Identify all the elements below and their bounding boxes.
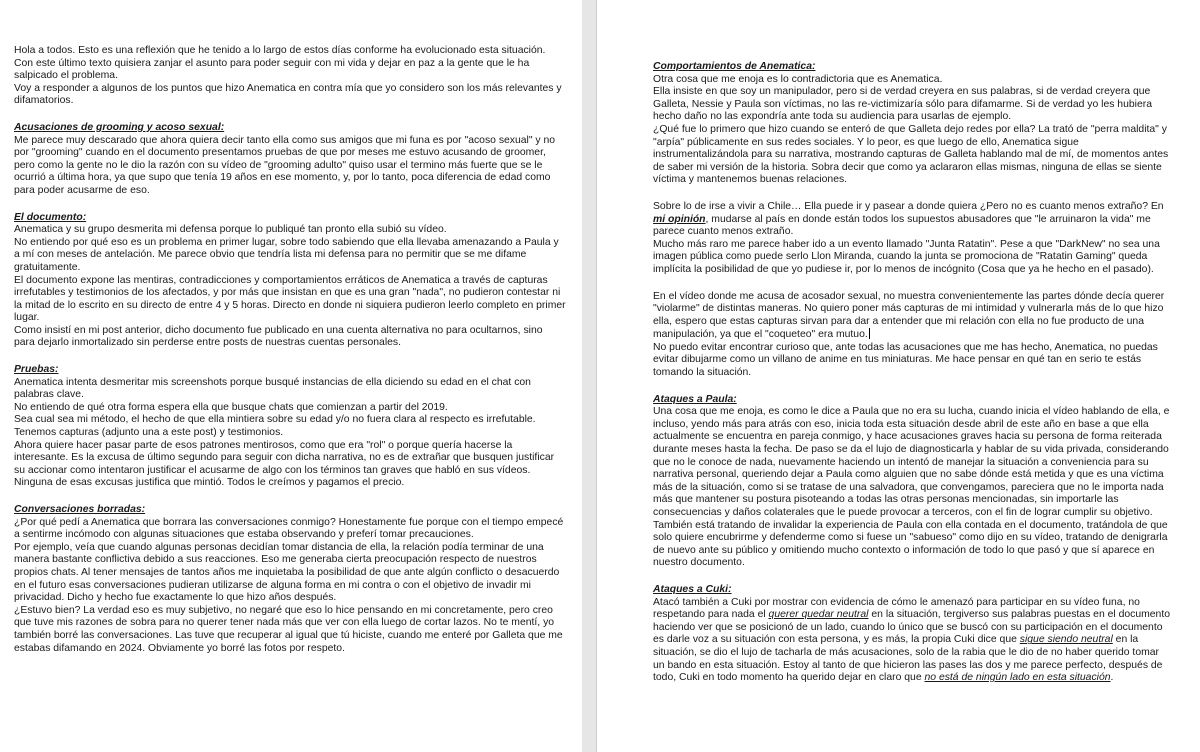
section-heading: Ataques a Cuki: bbox=[653, 583, 732, 595]
text-run: , mudarse al país en donde están todos los supuestos abusadores que "le arruinaron la vida" me parece cuanto menos extraño. bbox=[653, 213, 1151, 238]
section-heading: Pruebas: bbox=[14, 364, 59, 376]
section-comportamientos bbox=[653, 61, 1172, 187]
body-paragraph: Ella insiste en que soy un manipulador, pero si de verdad creyera en sus palabras, si de verdad creyera que Galleta, Nessie y Paula son víctimas, no las re-victimizaría sólo para difamarme. Si de verdad yo les hubiera hecho daño no las expondría ante toda su audiencia para usarlas de ejemplo. bbox=[653, 86, 1152, 123]
text-run: Sobre lo de irse a vivir a Chile… Ella puede ir y pasear a donde quiera ¿Pero no es cuanto menos extraño? En bbox=[653, 200, 1164, 212]
body-paragraph: No entiendo de qué otra forma espera ella que busque chats que comienzan a partir del 2019. bbox=[14, 401, 448, 413]
emphasis-text: querer quedar neutral bbox=[768, 609, 869, 621]
body-paragraph bbox=[653, 291, 1172, 342]
section-grooming bbox=[14, 122, 566, 198]
body-paragraph: El documento expone las mentiras, contradicciones y comportamientos erráticos de Anematica a través de capturas irrefutables y testimonios de los afectados, y por más que insistan en que es una gran "nada", no pudieron contestar ni la mitad de lo escrito en su directo de entre 4 y 5 horas. Directo en donde ni siquiera pudieron leerlo completo en primer lugar. bbox=[14, 274, 566, 324]
text-run: En el vídeo donde me acusa de acosador sexual, no muestra convenientemente las partes dónde decía querer "violarme" de distintas maneras. No quiero poner más capturas de mi intimidad y vulnerarla más de lo que hizo ella, espero que estas capturas sirvan para dar a entender que mi relación con ella no fue producto de una manipulación, ya que el "coqueteo" era mutuo. bbox=[653, 290, 1165, 341]
section-heading: Conversaciones borradas: bbox=[14, 504, 146, 515]
body-paragraph: Por ejemplo, veía que cuando algunas personas decidían tomar distancia de ella, la relación podía terminar de una manera bastante conflictiva debido a sus reacciones. Eso me generaba cierta preocupación respecto de nuestros propios chats. Al tener mensajes de tantos años me inquietaba la posibilidad de que ante algún conflicto o desacuerdo en el futuro esas conversaciones pudieran utilizarse de alguna forma en mi contra o con el objetivo de invadir mi privacidad. Dicho y hecho fue exactamente lo que hizo años después. bbox=[14, 541, 560, 604]
body-paragraph bbox=[653, 597, 1172, 685]
body-paragraph: Otra cosa que me enoja es lo contradictoria que es Anematica. bbox=[653, 73, 943, 85]
intro-paragraph: Hola a todos. Esto es una reflexión que he tenido a lo largo de estos días conforme ha evolucionado esta situación. bbox=[14, 45, 546, 56]
document-page-left bbox=[0, 0, 582, 752]
body-paragraph: También está tratando de invalidar la experiencia de Paula con ella contada en el documento, tratándola de que solo quiere encubrirme y defenderme como si fuese un "sabueso" como dijo en su vídeo, tratando de denigrarla de nuevo ante su público y omitiendo mucho contexto o información de todo lo que pasó y que sí aparece en nuestro documento. bbox=[653, 519, 1168, 569]
body-paragraph: Sea cual sea mi método, el hecho de que ella mintiera sobre su edad y/o no fuera clara al respecto es irrefutable. Tenemos capturas (adjunto una a este post) y testimonios. bbox=[14, 414, 536, 439]
body-paragraph: Anematica y su grupo desmerita mi defensa porque lo publiqué tan pronto ella subió su vídeo. bbox=[14, 224, 447, 236]
body-paragraph: Me parece muy descarado que ahora quiera decir tanto ella como sus amigos que mi funa es por "acoso sexual" y no por "grooming" cuando en el documento presentamos pruebas de que por meses me estuvo acusando de groomer, pero como la gente no le dio la razón con su vídeo de "grooming adulto" quiso usar el termino más fuerte que se le ocurrió a última hora, ya que supo que tenía 19 años en ese momento, y, por lo tanto, poca diferencia de edad como para poder acusarme de eso. bbox=[14, 134, 556, 196]
document-page-right bbox=[597, 0, 1200, 752]
text-cursor bbox=[869, 328, 870, 339]
intro-paragraph: Voy a responder a algunos de los puntos que hizo Anematica en contra mía que yo considero son los más relevantes y difamatorios. bbox=[14, 82, 562, 107]
body-paragraph: No puedo evitar encontrar curioso que, ante todas las acusaciones que me has hecho, Anematica, no puedas evitar dibujarme como un villano de anime en tus miniaturas. Me hace pensar en qué tan en serio te estás tomando la situación. bbox=[653, 341, 1158, 379]
body-paragraph: Como insistí en mi post anterior, dicho documento fue publicado en una cuenta alternativa no para ocultarnos, sino para dejarlo inmortalizado sin perderse entre posts de nuestras cuentas personales. bbox=[14, 324, 543, 349]
section-chile bbox=[653, 201, 1172, 277]
body-paragraph: ¿Por qué pedí a Anematica que borrara las conversaciones conmigo? Honestamente fue porque con el tiempo empecé a sentirme incómodo con algunas situaciones que estaba observando y preferí tomar precauciones. bbox=[14, 516, 564, 541]
section-heading: Acusaciones de grooming y acoso sexual: bbox=[14, 121, 225, 133]
section-pruebas bbox=[14, 364, 566, 490]
body-paragraph: Ahora quiere hacer pasar parte de esos patrones mentirosos, como que era "rol" o porque quería hacerse la interesante. Es la excusa de último segundo para seguir con dicha narrativa, no es de extrañar que busquen justificar su accionar como intentaron justificar el acusarme de algo con los términos tan graves que habló en sus vídeos. bbox=[14, 439, 555, 476]
body-paragraph: Una cosa que me enoja, es como le dice a Paula que no era su lucha, cuando inicia el vídeo hablando de ella, e incluso, yendo más para atrás con eso, inicia toda esta situación desde abril de este año en base a que ella actualmente se encuentra en pareja conmigo, y hace acusaciones graves hacia su persona de forma reiterada durante meses hasta la fecha. De paso se da el lujo de diagnosticarla y hablar de su vida privada, considerando que no le conoce de nada, nuevamente haciendo un intentó de manejar la situación a conveniencia para su narrativa personal, queriendo dejar a Paula como alguien que no sabe dónde está metida y que es una víctima más de la situación, como si se tratase de una salvadora, que convengamos, pareciera que no le importa nada más que mantener su postura pisoteando a todas las otras personas mencionadas, sin importarle las consecuencias y daños colaterales que le puede provocar a terceros, con el fin de lograr cumplir su objetivo. bbox=[653, 406, 1170, 518]
text-run: . bbox=[1110, 672, 1114, 684]
body-paragraph: Ninguna de esas excusas justifica que mintió. Todos le creímos y pagamos el precio. bbox=[14, 477, 405, 489]
body-paragraph: Mucho más raro me parece haber ido a un evento llamado "Junta Ratatin". Pese a que "DarkNew" no sea una imagen pública como puede serlo Llon Miranda, cuando la junta se promociona de "Ratatin Gaming" queda implícita la posibilidad de que yo pudiese ir, por lo menos de incógnito (Cosa que ya he hecho en el pasado). bbox=[653, 238, 1160, 275]
section-heading: Comportamientos de Anematica: bbox=[653, 61, 816, 72]
emphasis-text: mi opinión bbox=[653, 213, 706, 225]
body-paragraph: ¿Qué fue lo primero que hizo cuando se enteró de que Galleta dejo redes por ella? La trató de "perra maldita" y "arpía" públicamente en sus redes sociales. Y lo peor, es que luego de ello, Anematica sigue instrumentalizándola para su narrativa, mostrando capturas de Galleta hablando mal de mí, de momentos antes de saber mi versión de la historia. Sobra decir que como ya aclararon ellas mismas, ninguna de ellas se siente víctima y mantenemos buenas relaciones. bbox=[653, 123, 1169, 186]
page-gutter bbox=[582, 0, 597, 752]
text-run: en la situación, tergiverso sus palabras puestas en el documento haciendo ver que se posicionó de un lado, cuando lo único que se buscó con su participación en el documento es darle voz a su situación con esta persona, y es más, la propia Cuki dice que bbox=[653, 609, 1170, 646]
text-run: Atacó también a Cuki por mostrar con evidencia de cómo le amenazó para participar en su vídeo funa, no respetando para nada el bbox=[653, 596, 1140, 621]
intro-paragraph: Con este último texto quisiera zanjar el asunto para poder seguir con mi vida y dejar en paz a la gente que le ha salpicado el problema. bbox=[14, 57, 530, 82]
section-heading: El documento: bbox=[14, 211, 87, 223]
section-conversaciones bbox=[14, 504, 566, 655]
section-cuki bbox=[653, 584, 1172, 685]
body-paragraph: Anematica intenta desmeritar mis screenshots porque busqué instancias de ella diciendo su edad en el chat con palabras clave. bbox=[14, 376, 531, 401]
body-paragraph bbox=[653, 201, 1172, 239]
section-video bbox=[653, 291, 1172, 380]
intro-section bbox=[14, 45, 566, 108]
section-paula bbox=[653, 394, 1172, 570]
body-paragraph: ¿Estuvo bien? La verdad eso es muy subjetivo, no negaré que eso lo hice pensando en mi concretamente, pero creo que tuve mis razones de sobra para no querer tener nada más que ver con ella luego de cortar lazos. No te mentí, yo también borré las conversaciones. Las tuve que recuperar al igual que tú hiciste, cuando me enteré por Galleta que me estabas difamando en 2024. Obviamente yo borré las fotos por respeto. bbox=[14, 604, 563, 654]
emphasis-text: no está de ningún lado en esta situación bbox=[924, 672, 1111, 684]
section-documento bbox=[14, 212, 566, 351]
emphasis-text: sigue siendo neutral bbox=[1019, 634, 1113, 646]
section-heading: Ataques a Paula: bbox=[653, 393, 737, 405]
text-run: en la situación, se dio el lujo de tacharla de más acusaciones, solo de la rabia que le dio de no haber querido tomar un bando en esta situación. Estoy al tanto de que hicieron las pases las dos y me parece perfecto, después de todo, Cuki en todo momento ha querido dejar en claro que bbox=[653, 634, 1163, 684]
body-paragraph: No entiendo por qué eso es un problema en primer lugar, sobre todo sabiendo que ella llevaba amenazando a Paula y a mí con meses de antelación. Me parece obvio que tendría lista mi defensa para no permitir que se me difame gratuitamente. bbox=[14, 236, 559, 273]
